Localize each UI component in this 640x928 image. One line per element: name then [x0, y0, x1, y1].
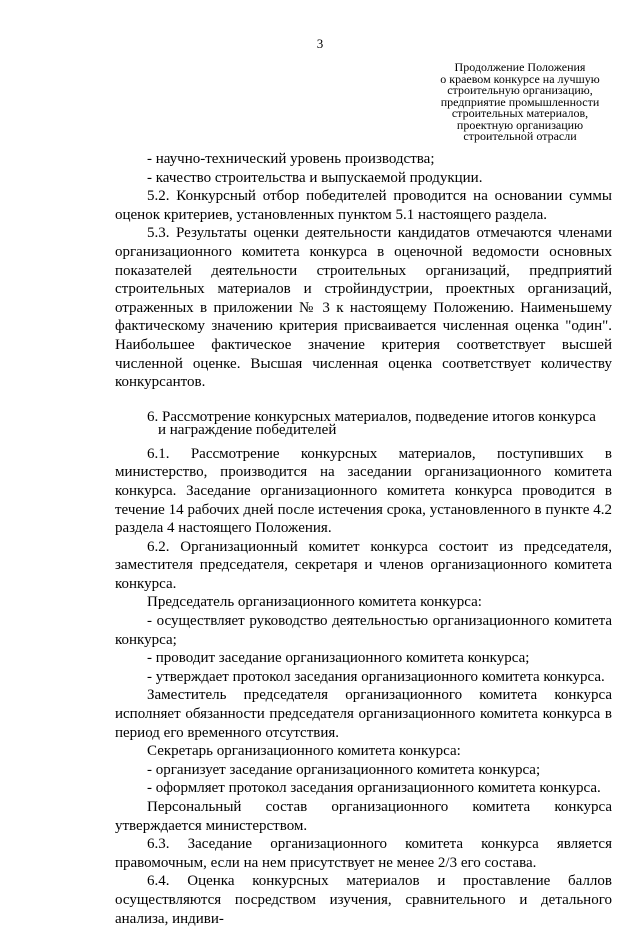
- paragraph-6-4: 6.4. Оценка конкурсных материалов и проставление баллов осуществляются посредством изучения, сравнительного и детального анализа, индиви-: [115, 873, 612, 927]
- list-item: - осуществляет руководство деятельностью организационного комитета конкурса;: [115, 613, 612, 648]
- paragraph-deputy: Заместитель председателя организационного комитета конкурса исполняет обязанности председателя организационного комитета конкурса в период его временного отсутствия.: [115, 687, 612, 741]
- paragraph-6-2: 6.2. Организационный комитет конкурса состоит из председателя, заместителя председателя, секретаря и членов организационного комитета конкурса.: [115, 538, 612, 592]
- paragraph-secretary-heading: Секретарь организационного комитета конкурса:: [147, 743, 461, 760]
- paragraph-6-1: 6.1. Рассмотрение конкурсных материалов, поступивших в министерство, производится на заседании организационного комитета конкурса. Заседание организационного комитета конкурса проводится в течение 14 рабочих дней после истечения срока, установленного в пункте 4.2 раздела 4 настоящего Положения.: [115, 445, 612, 537]
- paragraph-5-3: 5.3. Результаты оценки деятельности кандидатов отмечаются членами организационного комитета конкурса в оценочной ведомости основных показателей деятельности строительных организаций, предприятий строительных материалов и стройиндустрии, проектных организаций, отраженных в приложении № 3 к настоящему Положению. Наименьшему фактическому значению критерия присваивается численная оценка "один". Наибольшее фактическое значение критерия соответствует высшей численной оценке. Высшая численная оценка соответствует количеству конкурсантов.: [115, 225, 612, 391]
- header-line: строительных материалов,: [451, 106, 589, 120]
- header-line: строительную организацию,: [447, 83, 593, 97]
- list-item: - организует заседание организационного комитета конкурса;: [147, 761, 541, 778]
- header-line: проектную организацию: [456, 117, 584, 132]
- section-title-line2: и награждение победителей: [158, 421, 337, 438]
- paragraph-6-3: 6.3. Заседание организационного комитета конкурса является правомочным, если на нем присутствует не менее 2/3 его состава.: [115, 836, 612, 871]
- paragraph-5-2: 5.2. Конкурсный отбор победителей проводится на основании суммы оценок критериев, установленных пунктом 5.1 настоящего раздела.: [115, 188, 612, 223]
- header-line: Продолжение Положения: [454, 60, 586, 74]
- section-6-title: [115, 408, 612, 438]
- header-line: предприятие промышленности: [440, 94, 600, 109]
- list-item: - оформляет протокол заседания организационного комитета конкурса.: [147, 780, 601, 797]
- header-line: о краевом конкурсе на лучшую: [440, 71, 600, 86]
- list-item: - научно-технический уровень производства;: [147, 151, 435, 167]
- header-line: строительной отрасли: [463, 129, 577, 143]
- spacer: [115, 437, 612, 445]
- list-item: - утверждает протокол заседания организационного комитета конкурса.: [147, 668, 605, 685]
- list-item: - качество строительства и выпускаемой продукции.: [147, 169, 483, 186]
- document-body: [115, 150, 612, 928]
- section-title-line1: 6. Рассмотрение конкурсных материалов, подведение итогов конкурса: [147, 408, 596, 425]
- page-number: 3: [316, 36, 324, 51]
- paragraph-personnel: Персональный состав организационного комитета конкурса утверждается министерством.: [115, 799, 612, 834]
- list-item: - проводит заседание организационного комитета конкурса;: [147, 650, 530, 667]
- header-continuation-block: [420, 62, 620, 143]
- paragraph-chairman-heading: Председатель организационного комитета конкурса:: [147, 594, 482, 611]
